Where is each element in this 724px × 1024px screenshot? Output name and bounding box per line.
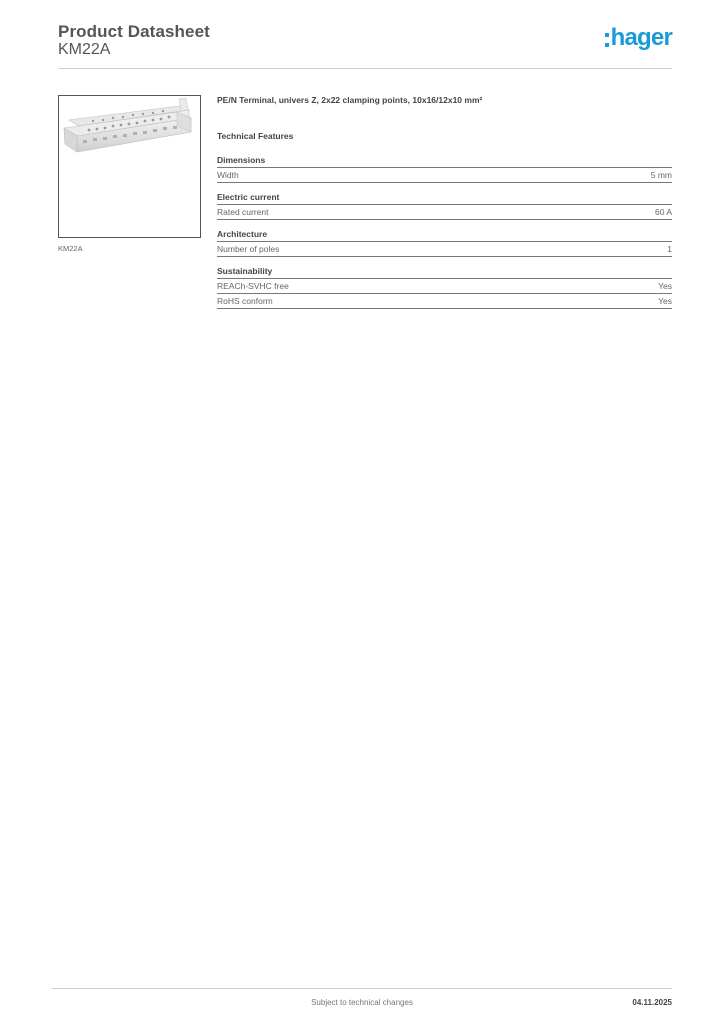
row-label: RoHS conform bbox=[217, 296, 273, 306]
table-row bbox=[217, 294, 672, 309]
table-row bbox=[217, 279, 672, 294]
row-label: REACh-SVHC free bbox=[217, 281, 289, 291]
table-row bbox=[217, 168, 672, 183]
document-title: Product Datasheet bbox=[58, 22, 210, 41]
product-code: KM22A bbox=[58, 41, 111, 58]
section-title: Sustainability bbox=[217, 266, 672, 279]
table-row bbox=[217, 205, 672, 220]
hager-logo bbox=[605, 26, 672, 50]
logo-wordmark: hager bbox=[610, 24, 672, 51]
footer-date: 04.11.2025 bbox=[632, 998, 672, 1007]
row-value: 1 bbox=[667, 244, 672, 254]
section-dimensions bbox=[217, 155, 672, 183]
row-label: Width bbox=[217, 170, 239, 180]
row-value: 60 A bbox=[654, 207, 672, 217]
section-electric-current bbox=[217, 192, 672, 220]
section-architecture bbox=[217, 229, 672, 257]
product-image bbox=[58, 95, 201, 238]
row-value: Yes bbox=[658, 281, 672, 291]
row-value: Yes bbox=[658, 296, 672, 306]
section-sustainability bbox=[217, 266, 672, 309]
page-header bbox=[58, 22, 672, 68]
section-title: Electric current bbox=[217, 192, 672, 205]
product-description: PE/N Terminal, univers Z, 2x22 clamping points, 10x16/12x10 mm² bbox=[217, 95, 483, 105]
footer-divider bbox=[52, 988, 672, 989]
row-value: 5 mm bbox=[650, 170, 672, 180]
logo-colon-icon bbox=[605, 33, 609, 47]
section-title: Architecture bbox=[217, 229, 672, 242]
header-divider bbox=[58, 68, 672, 69]
row-label: Rated current bbox=[217, 207, 269, 217]
row-label: Number of poles bbox=[217, 244, 280, 254]
table-row bbox=[217, 242, 672, 257]
section-title: Dimensions bbox=[217, 155, 672, 168]
technical-features-heading: Technical Features bbox=[217, 131, 294, 141]
image-caption: KM22A bbox=[58, 244, 83, 253]
product-details bbox=[217, 95, 672, 318]
footer-note: Subject to technical changes bbox=[311, 998, 413, 1007]
terminal-block-illustration bbox=[59, 96, 201, 238]
